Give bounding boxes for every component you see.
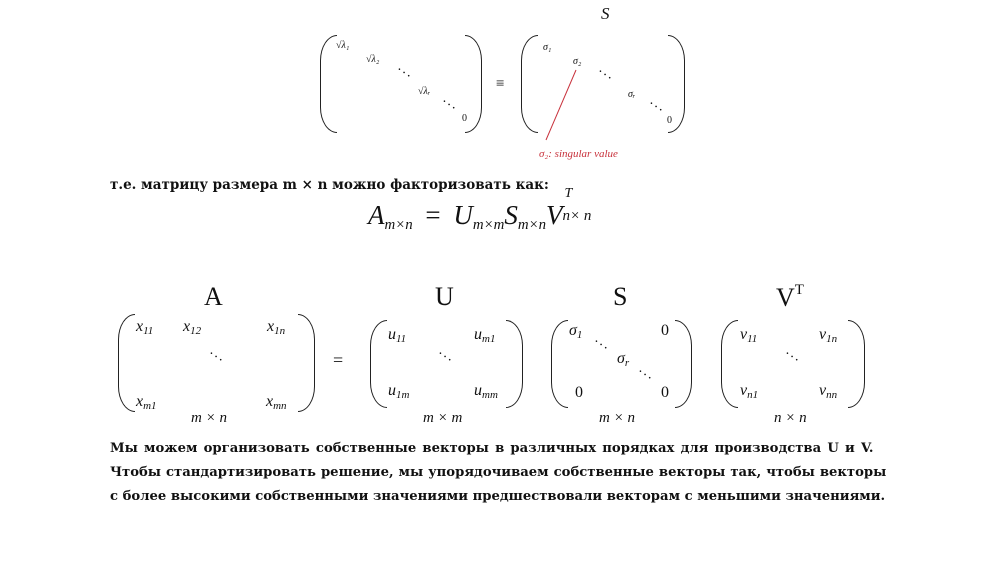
U-u1m: u1m bbox=[388, 382, 410, 401]
diagonal-dots: ··· bbox=[392, 62, 416, 85]
formula-eq: = bbox=[425, 200, 441, 230]
entry-sigma-1: σ₁ bbox=[543, 42, 552, 53]
S-zero-bottom-left: 0 bbox=[575, 384, 583, 401]
A-dim: m × n bbox=[191, 410, 227, 426]
U-dim: m × m bbox=[423, 410, 463, 426]
entry-zero: 0 bbox=[462, 113, 467, 124]
paragraph bbox=[110, 437, 910, 509]
right-paren bbox=[668, 35, 685, 133]
U-right-paren bbox=[506, 320, 523, 408]
equiv-sign: ≡ bbox=[496, 76, 505, 92]
U-u11: u11 bbox=[388, 326, 407, 345]
S-zero-bottom-right: 0 bbox=[661, 384, 669, 401]
paragraph-line-1: Мы можем организовать собственные векторы в различных порядках для производства U и V. bbox=[110, 441, 874, 456]
formula-A-sub: m×n bbox=[384, 217, 413, 234]
A-x12: x12 bbox=[183, 318, 202, 337]
formula-S-sub: m×n bbox=[517, 217, 547, 234]
left-paren bbox=[320, 35, 337, 133]
title-U: U bbox=[435, 282, 454, 311]
V-right-paren bbox=[848, 320, 865, 408]
A-right-paren bbox=[298, 314, 315, 412]
s-label: S bbox=[601, 4, 610, 23]
entry-zero: 0 bbox=[667, 115, 672, 126]
U-dots: ··· bbox=[433, 346, 457, 369]
A-dots: ··· bbox=[204, 346, 228, 369]
annotation-line bbox=[540, 68, 580, 144]
formula-A: A bbox=[368, 200, 385, 230]
paragraph-line-2: Чтобы стандартизировать решение, мы упорядочиваем собственные векторы так, чтобы векторы bbox=[110, 465, 887, 480]
entry-sqrt-lambda-2: √λ₂ bbox=[366, 54, 380, 65]
A-xmn: xmn bbox=[266, 393, 287, 412]
V-dim: n × n bbox=[774, 410, 807, 426]
V-dots: ··· bbox=[780, 346, 804, 369]
title-V: V bbox=[776, 283, 795, 312]
title-A: A bbox=[204, 282, 223, 311]
title-S: S bbox=[613, 282, 628, 311]
U-umm: umm bbox=[474, 382, 498, 401]
equals-sign: = bbox=[333, 350, 344, 370]
A-left-paren bbox=[118, 314, 135, 412]
S-zero-top: 0 bbox=[661, 322, 669, 339]
entry-sqrt-lambda-r: √λᵣ bbox=[418, 86, 431, 97]
formula-V-sup: T bbox=[564, 186, 573, 201]
S-dots: ··· bbox=[633, 364, 657, 387]
V-v1n: v1n bbox=[819, 326, 838, 345]
S-sigma-1: σ1 bbox=[569, 322, 583, 341]
S-dots: ··· bbox=[589, 334, 613, 357]
S-dim: m × n bbox=[599, 410, 635, 426]
entry-sigma-2: σ₂ bbox=[573, 56, 582, 67]
formula-S: S bbox=[504, 200, 518, 230]
diagonal-dots: ··· bbox=[437, 94, 461, 117]
right-paren bbox=[465, 35, 482, 133]
V-left-paren bbox=[721, 320, 738, 408]
S-right-paren bbox=[675, 320, 692, 408]
formula-U: U bbox=[453, 200, 473, 230]
A-x11: x11 bbox=[136, 318, 154, 337]
S-left-paren bbox=[551, 320, 568, 408]
formula-U-sub: m×m bbox=[472, 217, 505, 234]
A-xm1: xm1 bbox=[136, 393, 157, 412]
U-um1: um1 bbox=[474, 326, 496, 345]
entry-sigma-r: σᵣ bbox=[628, 89, 636, 100]
diagonal-dots: ··· bbox=[644, 96, 668, 119]
V-vnn: vnn bbox=[819, 382, 838, 401]
S-sigma-r: σr bbox=[617, 350, 630, 369]
svd-formula bbox=[368, 186, 597, 234]
diagonal-dots: ··· bbox=[593, 64, 617, 87]
intro-text: т.е. матрицу размера m × n можно факторизовать как: bbox=[110, 177, 549, 193]
title-VT bbox=[776, 282, 804, 313]
formula-V-sub: n× n bbox=[562, 208, 592, 224]
entry-sqrt-lambda-1: √λ₁ bbox=[336, 40, 350, 51]
paragraph-line-3: с более высокими собственными значениями предшествовали векторам с меньшими значениями. bbox=[110, 489, 886, 504]
A-x1n: x1n bbox=[267, 318, 286, 337]
singular-value-annotation: σ₂: singular value bbox=[539, 148, 618, 160]
title-V-sup: T bbox=[794, 282, 804, 298]
formula-V: V bbox=[546, 200, 563, 230]
V-v11: v11 bbox=[740, 326, 758, 345]
V-vn1: vn1 bbox=[740, 382, 759, 401]
U-left-paren bbox=[370, 320, 387, 408]
left-paren bbox=[521, 35, 538, 133]
